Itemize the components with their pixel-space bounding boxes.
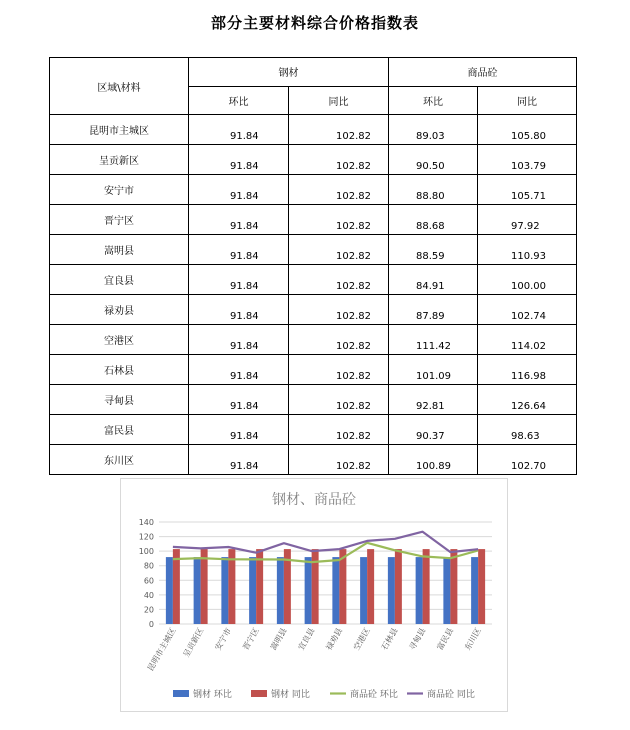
steel-tb-cell: 102.82 <box>289 175 389 205</box>
steel-hb-cell: 91.84 <box>189 115 289 145</box>
y-tick-label: 80 <box>143 561 154 571</box>
y-tick-label: 140 <box>138 518 154 527</box>
region-cell: 富民县 <box>50 415 189 445</box>
bar-steel-tb <box>173 549 180 624</box>
concrete-tb-cell: 114.02 <box>478 325 577 355</box>
bar-steel-tb <box>423 549 430 624</box>
legend-label: 钢材 环比 <box>193 690 232 700</box>
x-category-label: 石林县 <box>379 626 400 652</box>
concrete-hb-cell: 92.81 <box>389 385 478 415</box>
table-row <box>50 325 577 355</box>
legend-swatch <box>251 690 267 697</box>
line-concrete-tb <box>173 532 478 553</box>
bar-steel-hb <box>443 557 450 624</box>
chart-panel <box>120 478 508 712</box>
steel-hb-cell: 91.84 <box>189 445 289 475</box>
concrete-hb-cell: 111.42 <box>389 325 478 355</box>
bar-steel-tb <box>312 549 319 624</box>
bar-steel-tb <box>478 549 485 624</box>
concrete-tb-cell: 97.92 <box>478 205 577 235</box>
region-cell: 寻甸县 <box>50 385 189 415</box>
bar-steel-hb <box>166 557 173 624</box>
subheader-steel-hb: 环比 <box>189 87 289 115</box>
legend-label: 钢材 同比 <box>271 690 310 700</box>
region-cell: 宜良县 <box>50 265 189 295</box>
table-row <box>50 445 577 475</box>
steel-hb-cell: 91.84 <box>189 205 289 235</box>
table-row <box>50 205 577 235</box>
steel-tb-cell: 102.82 <box>289 325 389 355</box>
legend-label: 商品砼 同比 <box>427 690 475 700</box>
bar-steel-hb <box>277 557 284 624</box>
subheader-concrete-hb: 环比 <box>389 87 478 115</box>
group-header-concrete: 商品砼 <box>389 58 577 87</box>
steel-hb-cell: 91.84 <box>189 415 289 445</box>
bar-steel-hb <box>249 557 256 624</box>
concrete-hb-cell: 84.91 <box>389 265 478 295</box>
x-category-label: 呈贡新区 <box>181 626 206 659</box>
steel-hb-cell: 91.84 <box>189 385 289 415</box>
steel-hb-cell: 91.84 <box>189 145 289 175</box>
price-index-table <box>49 57 577 475</box>
table-row <box>50 385 577 415</box>
x-category-label: 嵩明县 <box>268 626 289 652</box>
region-cell: 东川区 <box>50 445 189 475</box>
bar-steel-tb <box>450 549 457 624</box>
concrete-hb-cell: 88.68 <box>389 205 478 235</box>
y-tick-label: 100 <box>138 547 154 557</box>
region-cell: 嵩明县 <box>50 235 189 265</box>
region-cell: 安宁市 <box>50 175 189 205</box>
concrete-hb-cell: 101.09 <box>389 355 478 385</box>
steel-tb-cell: 102.82 <box>289 235 389 265</box>
region-cell: 空港区 <box>50 325 189 355</box>
x-category-label: 富民县 <box>435 626 456 652</box>
concrete-hb-cell: 100.89 <box>389 445 478 475</box>
steel-tb-cell: 102.82 <box>289 205 389 235</box>
concrete-hb-cell: 87.89 <box>389 295 478 325</box>
region-cell: 石林县 <box>50 355 189 385</box>
concrete-tb-cell: 98.63 <box>478 415 577 445</box>
bar-steel-hb <box>388 557 395 624</box>
concrete-tb-cell: 100.00 <box>478 265 577 295</box>
concrete-tb-cell: 102.70 <box>478 445 577 475</box>
y-tick-label: 20 <box>143 605 154 615</box>
concrete-tb-cell: 126.64 <box>478 385 577 415</box>
x-category-label: 寻甸县 <box>407 626 428 652</box>
table-row <box>50 175 577 205</box>
document-title: 部分主要材料综合价格指数表 <box>210 14 419 32</box>
steel-hb-cell: 91.84 <box>189 235 289 265</box>
bar-steel-hb <box>360 557 367 624</box>
x-category-label: 安宁市 <box>213 626 234 652</box>
steel-hb-cell: 91.84 <box>189 355 289 385</box>
bar-steel-hb <box>305 557 312 624</box>
steel-hb-cell: 91.84 <box>189 175 289 205</box>
x-category-label: 宜良县 <box>296 626 317 652</box>
region-cell: 晋宁区 <box>50 205 189 235</box>
steel-tb-cell: 102.82 <box>289 295 389 325</box>
steel-tb-cell: 102.82 <box>289 265 389 295</box>
bar-steel-tb <box>395 549 402 624</box>
bar-steel-tb <box>367 549 374 624</box>
concrete-hb-cell: 90.50 <box>389 145 478 175</box>
chart-title: 钢材、商品砼 <box>272 492 356 508</box>
legend-swatch <box>173 690 189 697</box>
steel-hb-cell: 91.84 <box>189 265 289 295</box>
steel-hb-cell: 91.84 <box>189 325 289 355</box>
bar-steel-hb <box>332 557 339 624</box>
concrete-hb-cell: 88.59 <box>389 235 478 265</box>
region-cell: 呈贡新区 <box>50 145 189 175</box>
concrete-tb-cell: 116.98 <box>478 355 577 385</box>
concrete-hb-cell: 90.37 <box>389 415 478 445</box>
table-row <box>50 115 577 145</box>
x-category-label: 晋宁区 <box>241 626 261 652</box>
legend-label: 商品砼 环比 <box>350 690 398 700</box>
steel-tb-cell: 102.82 <box>289 385 389 415</box>
x-category-label: 空港区 <box>352 626 372 652</box>
bar-steel-tb <box>201 549 208 624</box>
subheader-concrete-tb: 同比 <box>478 87 577 115</box>
corner-header: 区域\材料 <box>50 58 189 115</box>
steel-tb-cell: 102.82 <box>289 445 389 475</box>
x-category-label: 禄劝县 <box>324 626 345 652</box>
steel-tb-cell: 102.82 <box>289 115 389 145</box>
steel-tb-cell: 102.82 <box>289 415 389 445</box>
x-category-label: 昆明市主城区 <box>145 626 178 673</box>
y-tick-label: 0 <box>148 620 154 629</box>
group-header-steel: 钢材 <box>189 58 389 87</box>
concrete-hb-cell: 88.80 <box>389 175 478 205</box>
table-row <box>50 295 577 325</box>
subheader-steel-tb: 同比 <box>289 87 389 115</box>
steel-tb-cell: 102.82 <box>289 145 389 175</box>
bar-steel-hb <box>416 557 423 624</box>
steel-hb-cell: 91.84 <box>189 295 289 325</box>
bar-steel-hb <box>221 557 228 624</box>
concrete-tb-cell: 102.74 <box>478 295 577 325</box>
y-tick-label: 40 <box>143 590 154 600</box>
y-tick-label: 60 <box>143 576 154 586</box>
concrete-tb-cell: 110.93 <box>478 235 577 265</box>
line-concrete-hb <box>173 543 478 562</box>
concrete-hb-cell: 89.03 <box>389 115 478 145</box>
table-row <box>50 145 577 175</box>
concrete-tb-cell: 103.79 <box>478 145 577 175</box>
region-cell: 禄劝县 <box>50 295 189 325</box>
table-row <box>50 415 577 445</box>
table-row <box>50 355 577 385</box>
bar-steel-hb <box>194 557 201 624</box>
table-row <box>50 265 577 295</box>
bar-steel-hb <box>471 557 478 624</box>
combo-chart <box>121 479 507 711</box>
concrete-tb-cell: 105.71 <box>478 175 577 205</box>
x-category-label: 东川区 <box>463 626 483 652</box>
region-cell: 昆明市主城区 <box>50 115 189 145</box>
table-row <box>50 235 577 265</box>
y-tick-label: 120 <box>138 532 154 542</box>
steel-tb-cell: 102.82 <box>289 355 389 385</box>
concrete-tb-cell: 105.80 <box>478 115 577 145</box>
